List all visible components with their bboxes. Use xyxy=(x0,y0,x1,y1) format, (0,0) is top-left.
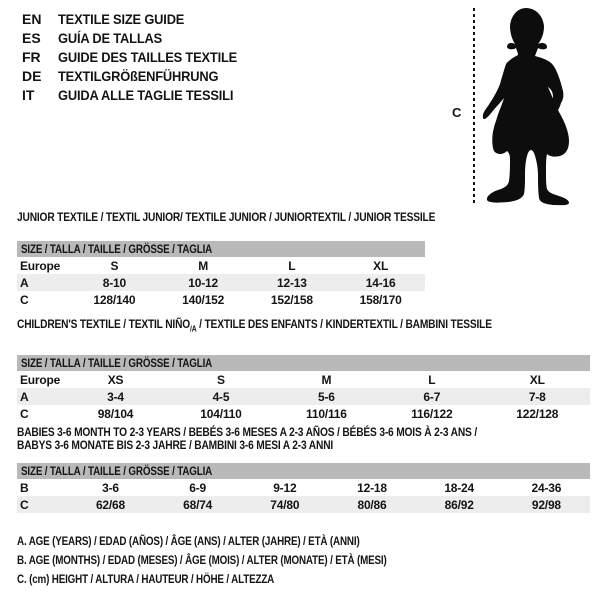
value-cell: 98/104 xyxy=(97,406,134,421)
table-row xyxy=(17,274,425,291)
row-label-cell: C xyxy=(20,292,29,307)
height-measure-figure xyxy=(440,0,600,212)
children-textile-section xyxy=(17,318,590,422)
value-cell: S xyxy=(110,258,119,273)
value-cell: 62/68 xyxy=(95,497,125,512)
language-row-es xyxy=(22,29,253,48)
value-cell: 128/140 xyxy=(93,292,136,307)
row-label-cell: B xyxy=(20,480,29,495)
value-cell: 12-13 xyxy=(277,275,307,290)
value-cell: 3-4 xyxy=(107,389,124,404)
value-cell: 122/128 xyxy=(516,406,559,421)
value-cell: 14-16 xyxy=(365,275,396,290)
size-header-bar: SIZE / TALLA / TAILLE / GRÖSSE / TAGLIA xyxy=(17,355,590,371)
legend-line-b: B. AGE (MONTHS) / EDAD (MESES) / ÂGE (MOIS) / ALTER (MONATE) / ETÀ (MESI) xyxy=(17,553,387,567)
language-code: FR xyxy=(22,49,41,65)
legend-line-a: A. AGE (YEARS) / EDAD (AÑOS) / ÂGE (ANS) / ALTER (JAHRE) / ETÀ (ANNI) xyxy=(17,534,360,548)
language-title-block xyxy=(22,10,253,105)
value-cell: XL xyxy=(529,372,545,387)
guide-title-es: GUÍA DE TALLAS xyxy=(58,30,163,46)
table-row xyxy=(17,388,590,405)
table-row xyxy=(17,257,425,274)
language-code: ES xyxy=(22,30,41,46)
table-row xyxy=(17,371,590,388)
size-header-bar: SIZE / TALLA / TAILLE / GRÖSSE / TAGLIA xyxy=(17,463,590,479)
guide-title-de: TEXTILGRÖßENFÜHRUNG xyxy=(58,68,219,84)
language-row-fr xyxy=(22,48,253,67)
value-cell: 80/86 xyxy=(357,497,387,512)
value-cell: 68/74 xyxy=(183,497,213,512)
guide-title-en: TEXTILE SIZE GUIDE xyxy=(58,11,185,27)
legend-line-c: C. (cm) HEIGHT / ALTURA / HAUTEUR / HÖHE / ALTEZZA xyxy=(17,572,275,586)
value-cell: 92/98 xyxy=(531,497,561,512)
table-row xyxy=(17,405,590,422)
height-dashed-line xyxy=(473,8,475,206)
junior-size-table xyxy=(17,257,425,308)
row-label-cell: C xyxy=(20,497,29,512)
guide-title-fr: GUIDE DES TAILLES TEXTILE xyxy=(58,49,238,65)
value-cell: 74/80 xyxy=(270,497,300,512)
table-row xyxy=(17,291,425,308)
value-cell: S xyxy=(217,372,225,387)
table-row xyxy=(17,479,590,496)
value-cell: XL xyxy=(373,258,389,273)
row-label-cell: A xyxy=(20,389,29,404)
value-cell: L xyxy=(428,372,436,387)
language-code: IT xyxy=(22,87,35,103)
row-label-cell: A xyxy=(20,275,29,290)
value-cell: 6-9 xyxy=(189,480,207,495)
value-cell: 4-5 xyxy=(212,389,230,404)
value-cell: 7-8 xyxy=(528,389,546,404)
value-cell: 12-18 xyxy=(357,480,387,495)
value-cell: 104/110 xyxy=(200,406,242,421)
junior-table-title: JUNIOR TEXTILE / TEXTIL JUNIOR/ TEXTILE JUNIOR / JUNIORTEXTIL / JUNIOR TESSILE xyxy=(17,210,436,224)
value-cell: M xyxy=(198,258,209,273)
toddler-silhouette-icon xyxy=(480,0,600,210)
language-code: DE xyxy=(22,68,42,84)
row-label-cell: C xyxy=(20,406,29,421)
junior-textile-section xyxy=(17,210,436,308)
value-cell: 3-6 xyxy=(102,480,119,495)
value-cell: 9-12 xyxy=(273,480,297,495)
value-cell: 10-12 xyxy=(188,275,218,290)
height-measure-label: C xyxy=(452,105,462,120)
value-cell: 24-36 xyxy=(531,480,562,495)
language-row-it xyxy=(22,86,253,105)
size-header-bar: SIZE / TALLA / TAILLE / GRÖSSE / TAGLIA xyxy=(17,241,425,257)
row-label-cell: Europe xyxy=(20,372,61,387)
babies-size-table xyxy=(17,479,590,513)
table-row xyxy=(17,496,590,513)
value-cell: 8-10 xyxy=(102,275,126,290)
value-cell: 152/158 xyxy=(270,292,313,307)
children-table-title: CHILDREN'S TEXTILE / TEXTIL $NIÑO_{/A}$ / TEXTILE DES ENFANTS / KINDERTEXTIL / BAMBINI TESSILE xyxy=(17,317,492,334)
row-label-cell: Europe xyxy=(20,258,61,273)
value-cell: XS xyxy=(107,372,124,387)
language-row-de xyxy=(22,67,253,86)
language-code: EN xyxy=(22,11,42,27)
value-cell: M xyxy=(321,372,332,387)
value-cell: 140/152 xyxy=(182,292,225,307)
babies-table-title: BABIES 3-6 MONTH TO 2-3 YEARS / BEBÉS 3-6 MESES A 2-3 AÑOS / BÉBÉS 3-6 MOIS À 2-3 ANS / BABYS 3-6 MONATE BIS 2-3 JAHRE / BAMBINI 3-6 MESI A 2-3 ANNI xyxy=(17,425,478,452)
value-cell: 18-24 xyxy=(444,480,475,495)
value-cell: 6-7 xyxy=(423,389,441,404)
value-cell: L xyxy=(288,258,296,273)
value-cell: 5-6 xyxy=(318,389,335,404)
children-size-table xyxy=(17,371,590,422)
value-cell: 158/170 xyxy=(359,292,402,307)
measure-legend xyxy=(17,532,468,589)
value-cell: 116/122 xyxy=(411,406,453,421)
nino-a-subscript: /A xyxy=(190,324,197,334)
value-cell: 110/116 xyxy=(306,406,347,421)
value-cell: 86/92 xyxy=(444,497,474,512)
language-row-en xyxy=(22,10,253,29)
guide-title-it: GUIDA ALLE TAGLIE TESSILI xyxy=(58,87,234,103)
babies-textile-section xyxy=(17,426,590,513)
